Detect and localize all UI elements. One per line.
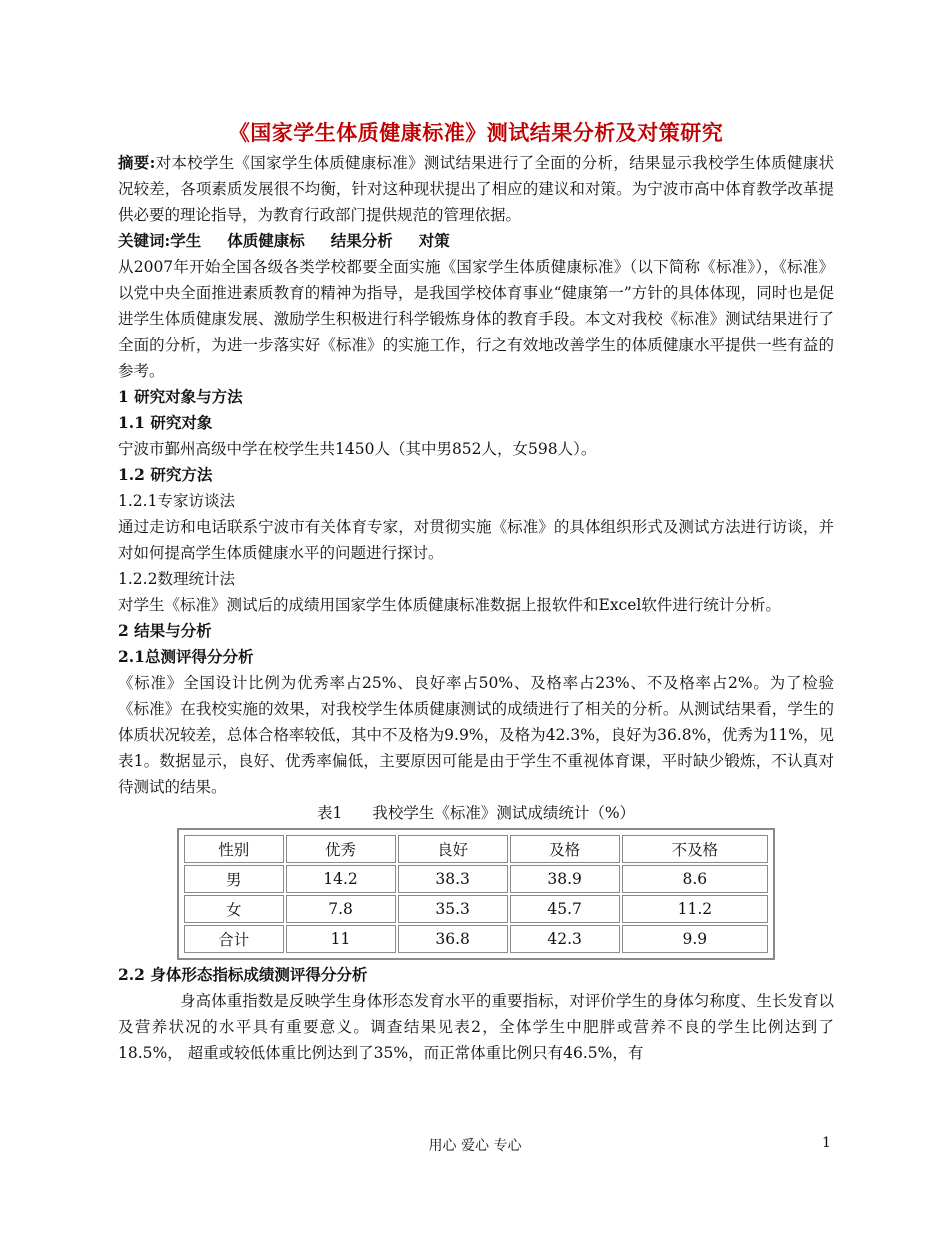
abstract — [118, 150, 834, 228]
document-page — [118, 118, 834, 1066]
section-heading-2: 2 结果与分析 — [118, 621, 212, 640]
paragraph-1-1: 宁波市鄞州高级中学在校学生共1450人（其中男852人，女598人）。 — [118, 440, 597, 458]
table-cell: 38.9 — [510, 865, 620, 893]
table-header-cell: 不及格 — [622, 835, 768, 863]
keyword-item: 对策 — [418, 231, 450, 250]
table-cell: 男 — [184, 865, 284, 893]
table-cell: 14.2 — [286, 865, 396, 893]
table-cell: 11.2 — [622, 895, 768, 923]
table-header-row — [184, 835, 768, 863]
table-header-cell: 优秀 — [286, 835, 396, 863]
section-heading-1-1: 1.1 研究对象 — [118, 413, 213, 432]
table-cell: 合计 — [184, 925, 284, 953]
table-cell: 9.9 — [622, 925, 768, 953]
table-cell: 7.8 — [286, 895, 396, 923]
page-number: 1 — [822, 1135, 831, 1151]
table-cell: 36.8 — [398, 925, 508, 953]
abstract-label: 摘要: — [118, 153, 156, 172]
document-title: 《国家学生体质健康标准》测试结果分析及对策研究 — [228, 120, 724, 145]
footer-motto: 用心 爱心 专心 — [428, 1138, 522, 1154]
table-1 — [177, 828, 775, 960]
table-cell: 女 — [184, 895, 284, 923]
table-header-cell: 良好 — [398, 835, 508, 863]
subheading-1-2-1: 1.2.1专家访谈法 — [118, 492, 235, 510]
abstract-text: 对本校学生《国家学生体质健康标准》测试结果进行了全面的分析，结果显示我校学生体质健康状况较差，各项素质发展很不均衡，针对这种现状提出了相应的建议和对策。为宁波市高中体育教学改革提供必要的理论指导，为教育行政部门提供规范的管理依据。 — [118, 154, 834, 224]
keyword-item: 体质健康标 — [227, 231, 305, 250]
table-row — [184, 895, 768, 923]
paragraph-1-2-1: 通过走访和电话联系宁波市有关体育专家，对贯彻实施《标准》的具体组织形式及测试方法进行访谈，并对如何提高学生体质健康水平的问题进行探讨。 — [118, 518, 834, 562]
results-table — [182, 833, 770, 955]
intro-paragraph: 从2007年开始全国各级各类学校都要全面实施《国家学生体质健康标准》（以下简称《标准》），《标准》以党中央全面推进素质教育的精神为指导，是我国学校体育事业“健康第一”方针的具体体现，同时也是促进学生体质健康发展、激励学生积极进行科学锻炼身体的教育手段。本文对我校《标准》测试结果进行了全面的分析，为进一步落实好《标准》的实施工作，行之有效地改善学生的体质健康水平提供一些有益的参考。 — [118, 258, 834, 380]
table-cell: 38.3 — [398, 865, 508, 893]
keyword-item: 结果分析 — [330, 231, 393, 250]
table-cell: 11 — [286, 925, 396, 953]
keywords — [118, 228, 834, 254]
section-heading-2-2: 2.2 身体形态指标成绩测评得分分析 — [118, 965, 368, 984]
paragraph-2-1: 《标准》全国设计比例为优秀率占25%、良好率占50%、及格率占23%、不及格率占2%。为了检验《标准》在我校实施的效果，对我校学生体质健康测试的成绩进行了相关的分析。从测试结果看，学生的体质状况较差，总体合格率较低，其中不及格为9.9%，及格为42.3%，良好为36.8%，优秀为11%，见表1。数据显示，良好、优秀率偏低，主要原因可能是由于学生不重视体育课，平时缺少锻炼，不认真对待测试的结果。 — [118, 674, 834, 796]
section-heading-2-1: 2.1总测评得分分析 — [118, 647, 254, 666]
table-header-cell: 性别 — [184, 835, 284, 863]
table-cell: 8.6 — [622, 865, 768, 893]
table-cell: 35.3 — [398, 895, 508, 923]
paragraph-1-2-2: 对学生《标准》测试后的成绩用国家学生体质健康标准数据上报软件和Excel软件进行统计分析。 — [118, 596, 781, 614]
paragraph-2-2: 身高体重指数是反映学生身体形态发育水平的重要指标，对评价学生的身体匀称度、生长发育以及营养状况的水平具有重要意义。调查结果见表2，全体学生中肥胖或营养不良的学生比例达到了18.5%， 超重或较低体重比例达到了35%，而正常体重比例只有46.5%，有 — [118, 992, 834, 1062]
subheading-1-2-2: 1.2.2数理统计法 — [118, 570, 235, 588]
section-heading-1: 1 研究对象与方法 — [118, 387, 243, 406]
table-cell: 45.7 — [510, 895, 620, 923]
table-header-cell: 及格 — [510, 835, 620, 863]
table-row — [184, 865, 768, 893]
keywords-label: 关键词: — [118, 231, 171, 250]
keyword-item: 学生 — [170, 231, 202, 250]
table-cell: 42.3 — [510, 925, 620, 953]
section-heading-1-2: 1.2 研究方法 — [118, 465, 213, 484]
table-caption-text: 我校学生《标准》测试成绩统计（%） — [372, 804, 636, 822]
table-row — [184, 925, 768, 953]
table-caption — [118, 800, 834, 826]
table-caption-number: 表1 — [316, 804, 343, 822]
